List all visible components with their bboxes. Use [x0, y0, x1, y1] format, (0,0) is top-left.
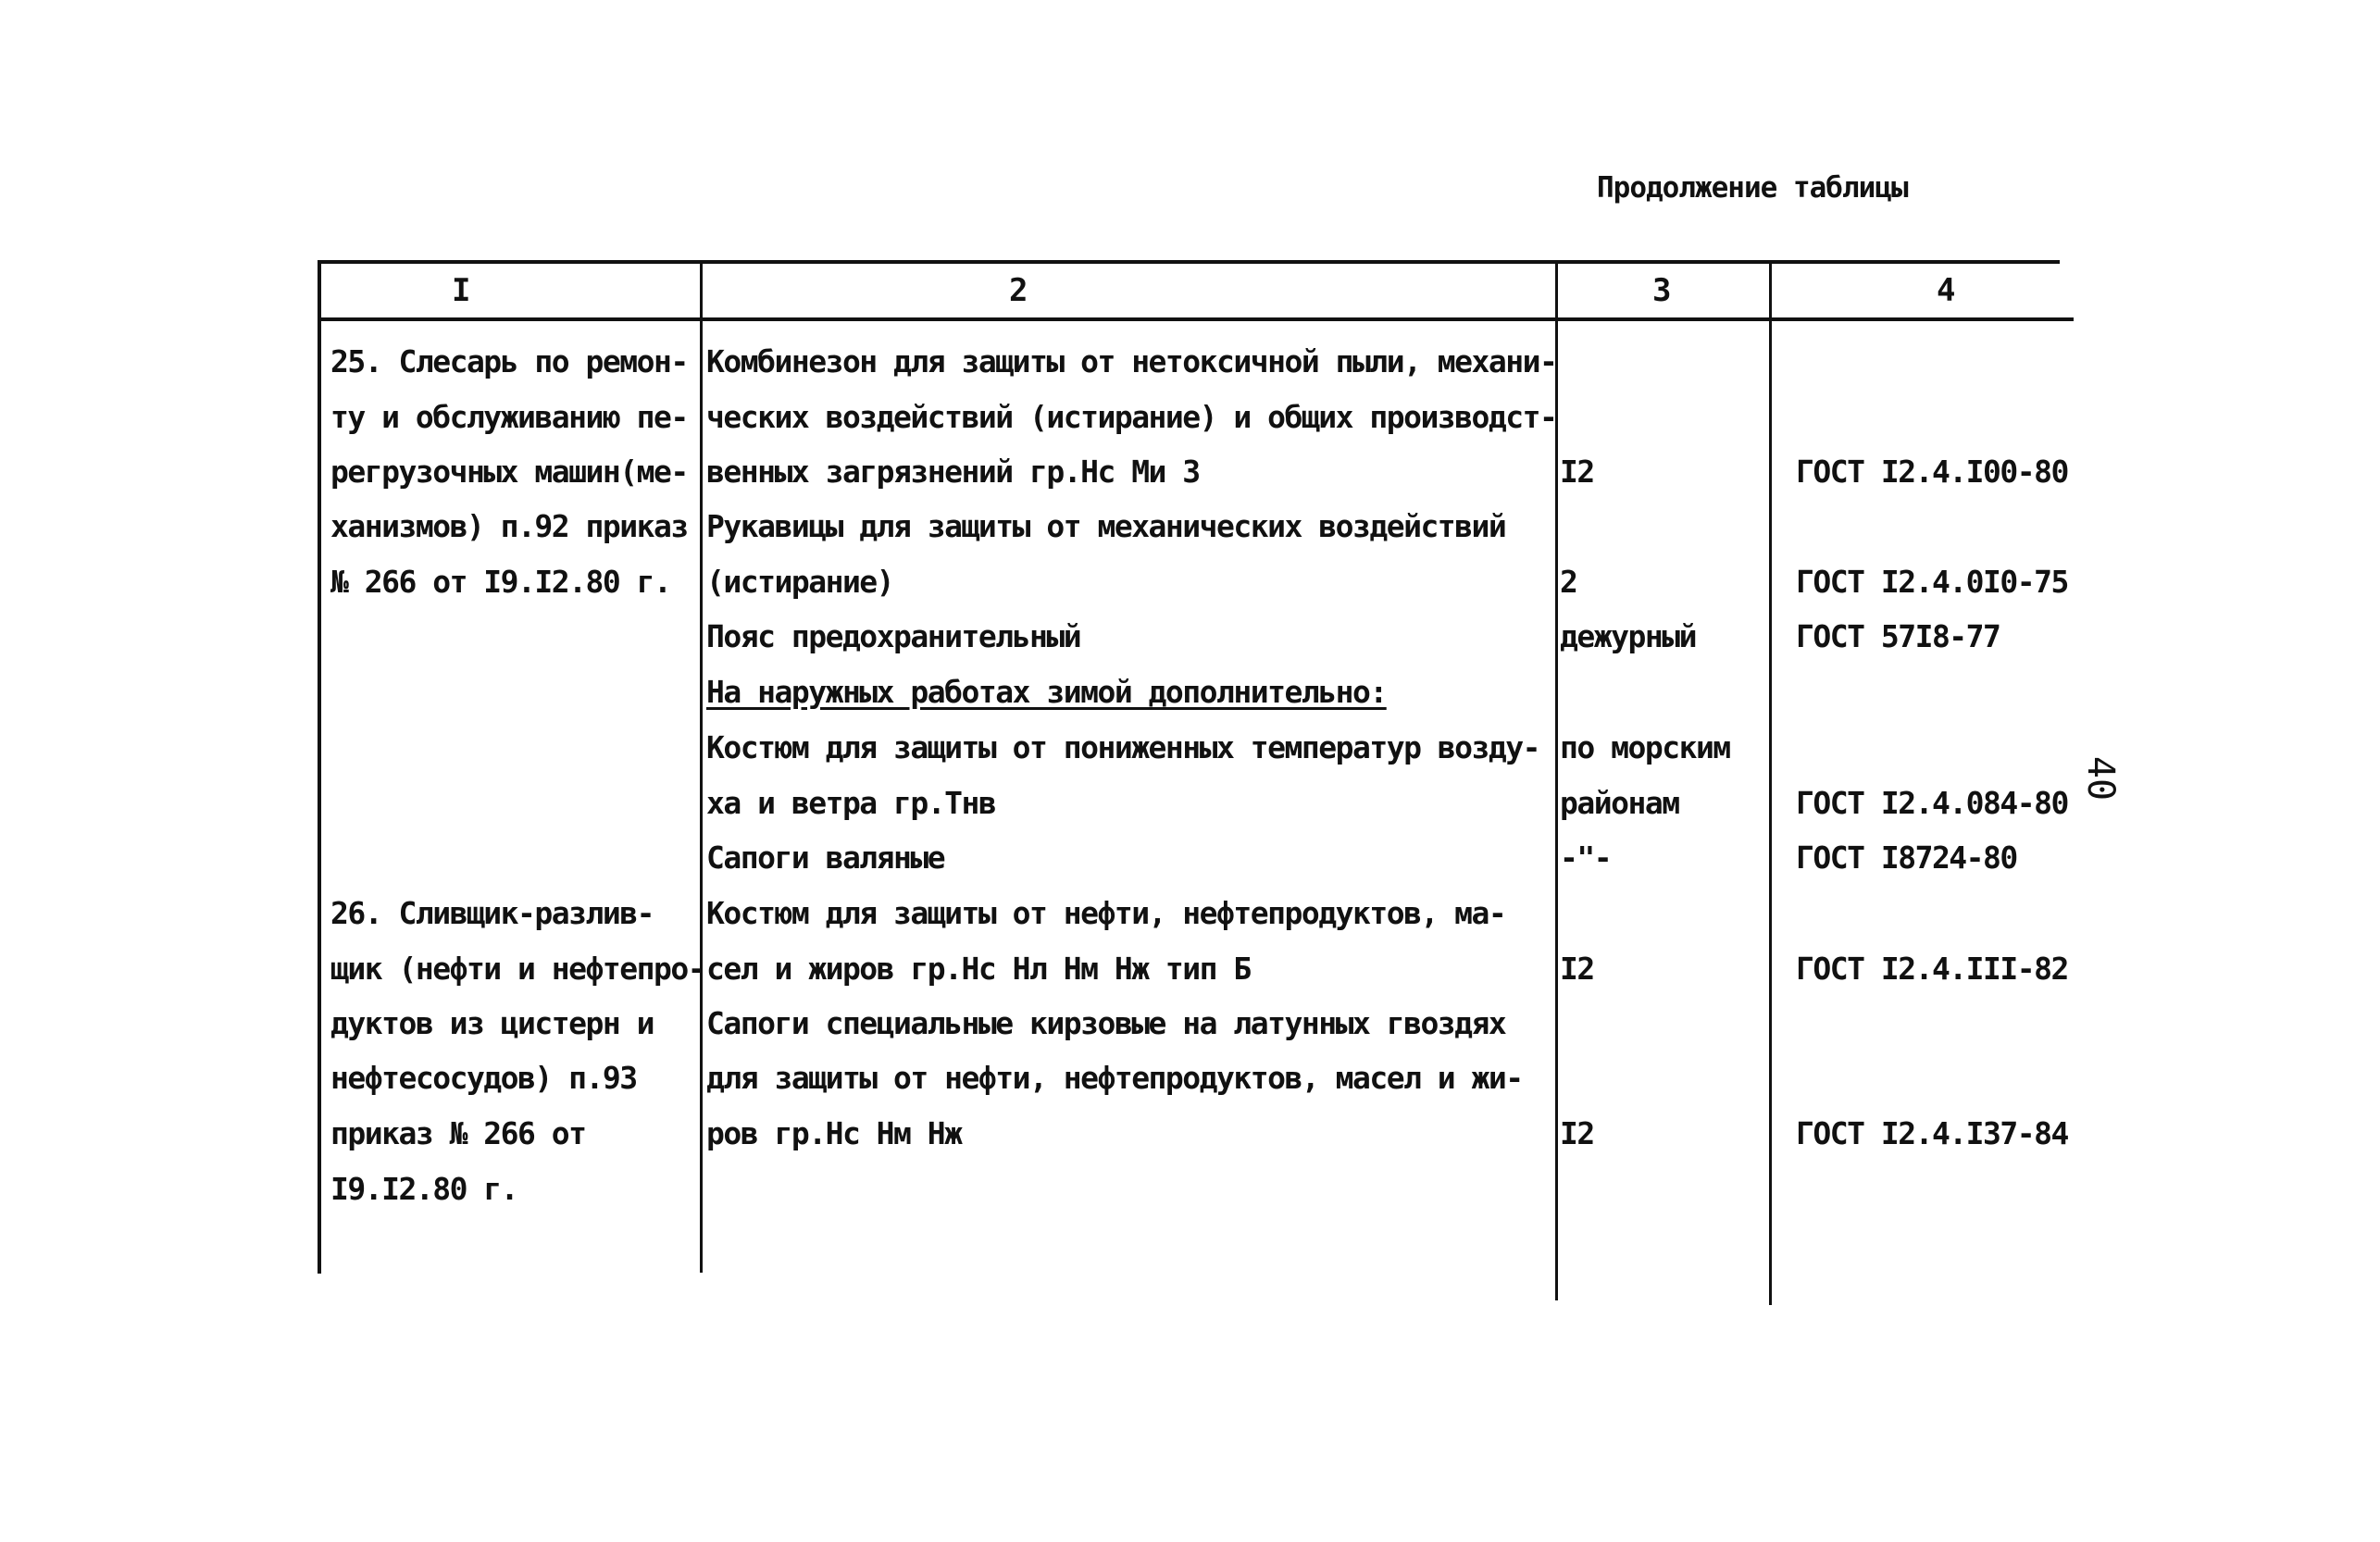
cell-col2-line: Рукавицы для защиты от механических воздействий — [706, 508, 1506, 544]
column-header-3: 3 — [1652, 272, 1672, 309]
cell-col1-line: приказ № 266 от — [330, 1115, 586, 1151]
cell-col1-line: нефтесосудов) п.93 — [330, 1060, 637, 1096]
cell-col1-line: I9.I2.80 г. — [330, 1171, 518, 1207]
cell-col1-line: регрузочных машин(ме- — [330, 454, 688, 490]
cell-col2-line: (истирание) — [706, 564, 894, 600]
cell-col4-standard: ГОСТ I2.4.I37-84 — [1796, 1115, 2068, 1151]
cell-col3-value: I2 — [1560, 951, 1594, 987]
cell-col4-standard: ГОСТ I2.4.084-80 — [1796, 785, 2068, 821]
cell-col1-line: 25. Слесарь по ремон- — [330, 343, 688, 379]
cell-col3-value: дежурный — [1560, 618, 1696, 654]
cell-col2-line: ха и ветра гр.Тнв — [706, 785, 996, 821]
cell-col2-line: Костюм для защиты от нефти, нефтепродуктов, ма- — [706, 895, 1506, 931]
cell-col2-line: ров гр.Нс Нм Нж — [706, 1115, 962, 1151]
cell-col1-line: № 266 от I9.I2.80 г. — [330, 564, 671, 600]
cell-col3-value: по морским — [1560, 729, 1730, 765]
cell-col3-value: I2 — [1560, 1115, 1594, 1151]
cell-col1-line: ханизмов) п.92 приказ — [330, 508, 688, 544]
cell-col1-line: дуктов из цистерн и — [330, 1005, 654, 1041]
cell-col3-value: -"- — [1560, 839, 1612, 876]
cell-col2-line: Сапоги специальные кирзовые на латунных гвоздях — [706, 1005, 1506, 1041]
cell-col2-line: для защиты от нефти, нефтепродуктов, масел и жи- — [706, 1060, 1523, 1096]
column-divider-3-4 — [1769, 264, 1772, 1305]
cell-col2-line: венных загрязнений гр.Нс Ми З — [706, 454, 1200, 490]
cell-col4-standard: ГОСТ 57I8-77 — [1796, 618, 2000, 654]
header-bottom-rule — [319, 317, 2074, 321]
page-number: 40 — [2079, 755, 2123, 802]
cell-col3-value: I2 — [1560, 454, 1594, 490]
table-top-rule — [319, 260, 2060, 264]
cell-col4-standard: ГОСТ I8724-80 — [1796, 839, 2017, 876]
cell-col3-value: районам — [1560, 785, 1679, 821]
cell-col2-line: Пояс предохранительный — [706, 618, 1081, 654]
cell-col2-line: Костюм для защиты от пониженных температур возду- — [706, 729, 1540, 765]
column-header-4: 4 — [1937, 272, 1956, 309]
column-divider-left — [318, 260, 321, 1274]
cell-col4-standard: ГОСТ I2.4.I00-80 — [1796, 454, 2068, 490]
cell-col2-underlined-line: На наружных работах зимой дополнительно: — [706, 674, 1387, 710]
cell-col1-line: ту и обслуживанию пе- — [330, 399, 688, 435]
column-header-1: I — [452, 272, 471, 309]
cell-col2-line: Сапоги валяные — [706, 839, 945, 876]
cell-col1-line: 26. Сливщик-разлив- — [330, 895, 654, 931]
cell-col4-standard: ГОСТ I2.4.0I0-75 — [1796, 564, 2068, 600]
column-divider-1-2 — [700, 264, 703, 1273]
cell-col2-line: ческих воздействий (истирание) и общих производст- — [706, 399, 1557, 435]
cell-col1-line: щик (нефти и нефтепро- — [330, 951, 705, 987]
table-continuation-heading: Продолжение таблицы — [1597, 171, 1908, 205]
cell-col3-value: 2 — [1560, 564, 1577, 600]
cell-col4-standard: ГОСТ I2.4.III-82 — [1796, 951, 2068, 987]
column-header-2: 2 — [1009, 272, 1028, 309]
cell-col2-line: Комбинезон для защиты от нетоксичной пыли, механи- — [706, 343, 1557, 379]
cell-col2-line: сел и жиров гр.Нс Нл Нм Нж тип Б — [706, 951, 1251, 987]
